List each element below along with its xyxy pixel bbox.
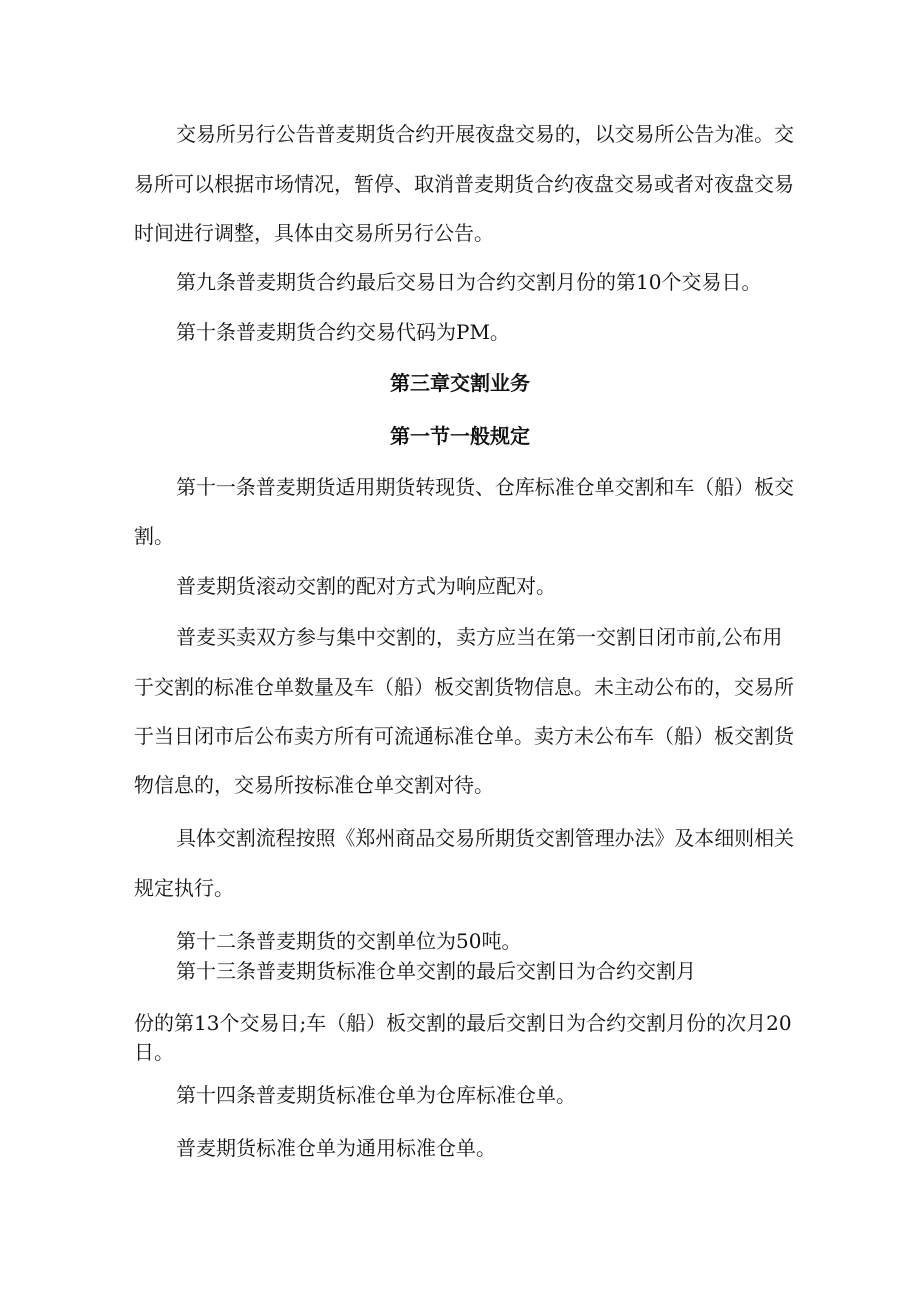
paragraph-line: 时间进行调整，具体由交易所另行公告。 bbox=[134, 221, 494, 245]
paragraph-line: 普麦买卖双方参与集中交割的，卖方应当在第一交割日闭市前,公布用 bbox=[176, 625, 783, 649]
section-title: 第一节一般规定 bbox=[390, 424, 530, 448]
paragraph-line: 割。 bbox=[134, 524, 174, 548]
paragraph-line: 第十四条普麦期货标准仓单为仓库标准仓单。 bbox=[176, 1083, 576, 1107]
paragraph-line: 普麦期货滚动交割的配对方式为响应配对。 bbox=[176, 574, 556, 598]
paragraph-line: 于当日闭市后公布卖方所有可流通标准仓单。卖方未公布车（船）板交割货 bbox=[134, 724, 794, 748]
paragraph-line: 交易所另行公告普麦期货合约开展夜盘交易的，以交易所公告为准。交 bbox=[176, 122, 794, 146]
paragraph-line: 第十条普麦期货合约交易代码为PM。 bbox=[176, 320, 510, 344]
paragraph-line: 于交割的标准仓单数量及车（船）板交割货物信息。未主动公布的，交易所 bbox=[134, 675, 794, 699]
paragraph-line: 第十一条普麦期货适用期货转现货、仓库标准仓单交割和车（船）板交 bbox=[176, 475, 794, 499]
paragraph-line: 具体交割流程按照《郑州商品交易所期货交割管理办法》及本细则相关 bbox=[176, 826, 794, 850]
paragraph-line: 日。 bbox=[134, 1040, 174, 1064]
paragraph-line: 规定执行。 bbox=[134, 876, 234, 900]
paragraph-line: 易所可以根据市场情况，暂停、取消普麦期货合约夜盘交易或者对夜盘交易 bbox=[134, 172, 794, 196]
paragraph-line: 第九条普麦期货合约最后交易日为合约交割月份的第10个交易日。 bbox=[176, 270, 762, 294]
paragraph-line: 份的第13个交易日;车（船）板交割的最后交割日为合约交割月份的次月20 bbox=[134, 1011, 792, 1035]
paragraph-line: 普麦期货标准仓单为通用标准仓单。 bbox=[176, 1136, 496, 1160]
paragraph-line: 物信息的，交易所按标准仓单交割对待。 bbox=[134, 773, 494, 797]
chapter-title: 第三章交割业务 bbox=[390, 371, 530, 395]
paragraph-line: 第十二条普麦期货的交割单位为50吨。 bbox=[176, 929, 522, 953]
paragraph-line: 第十三条普麦期货标准仓单交割的最后交割日为合约交割月 bbox=[176, 959, 696, 983]
